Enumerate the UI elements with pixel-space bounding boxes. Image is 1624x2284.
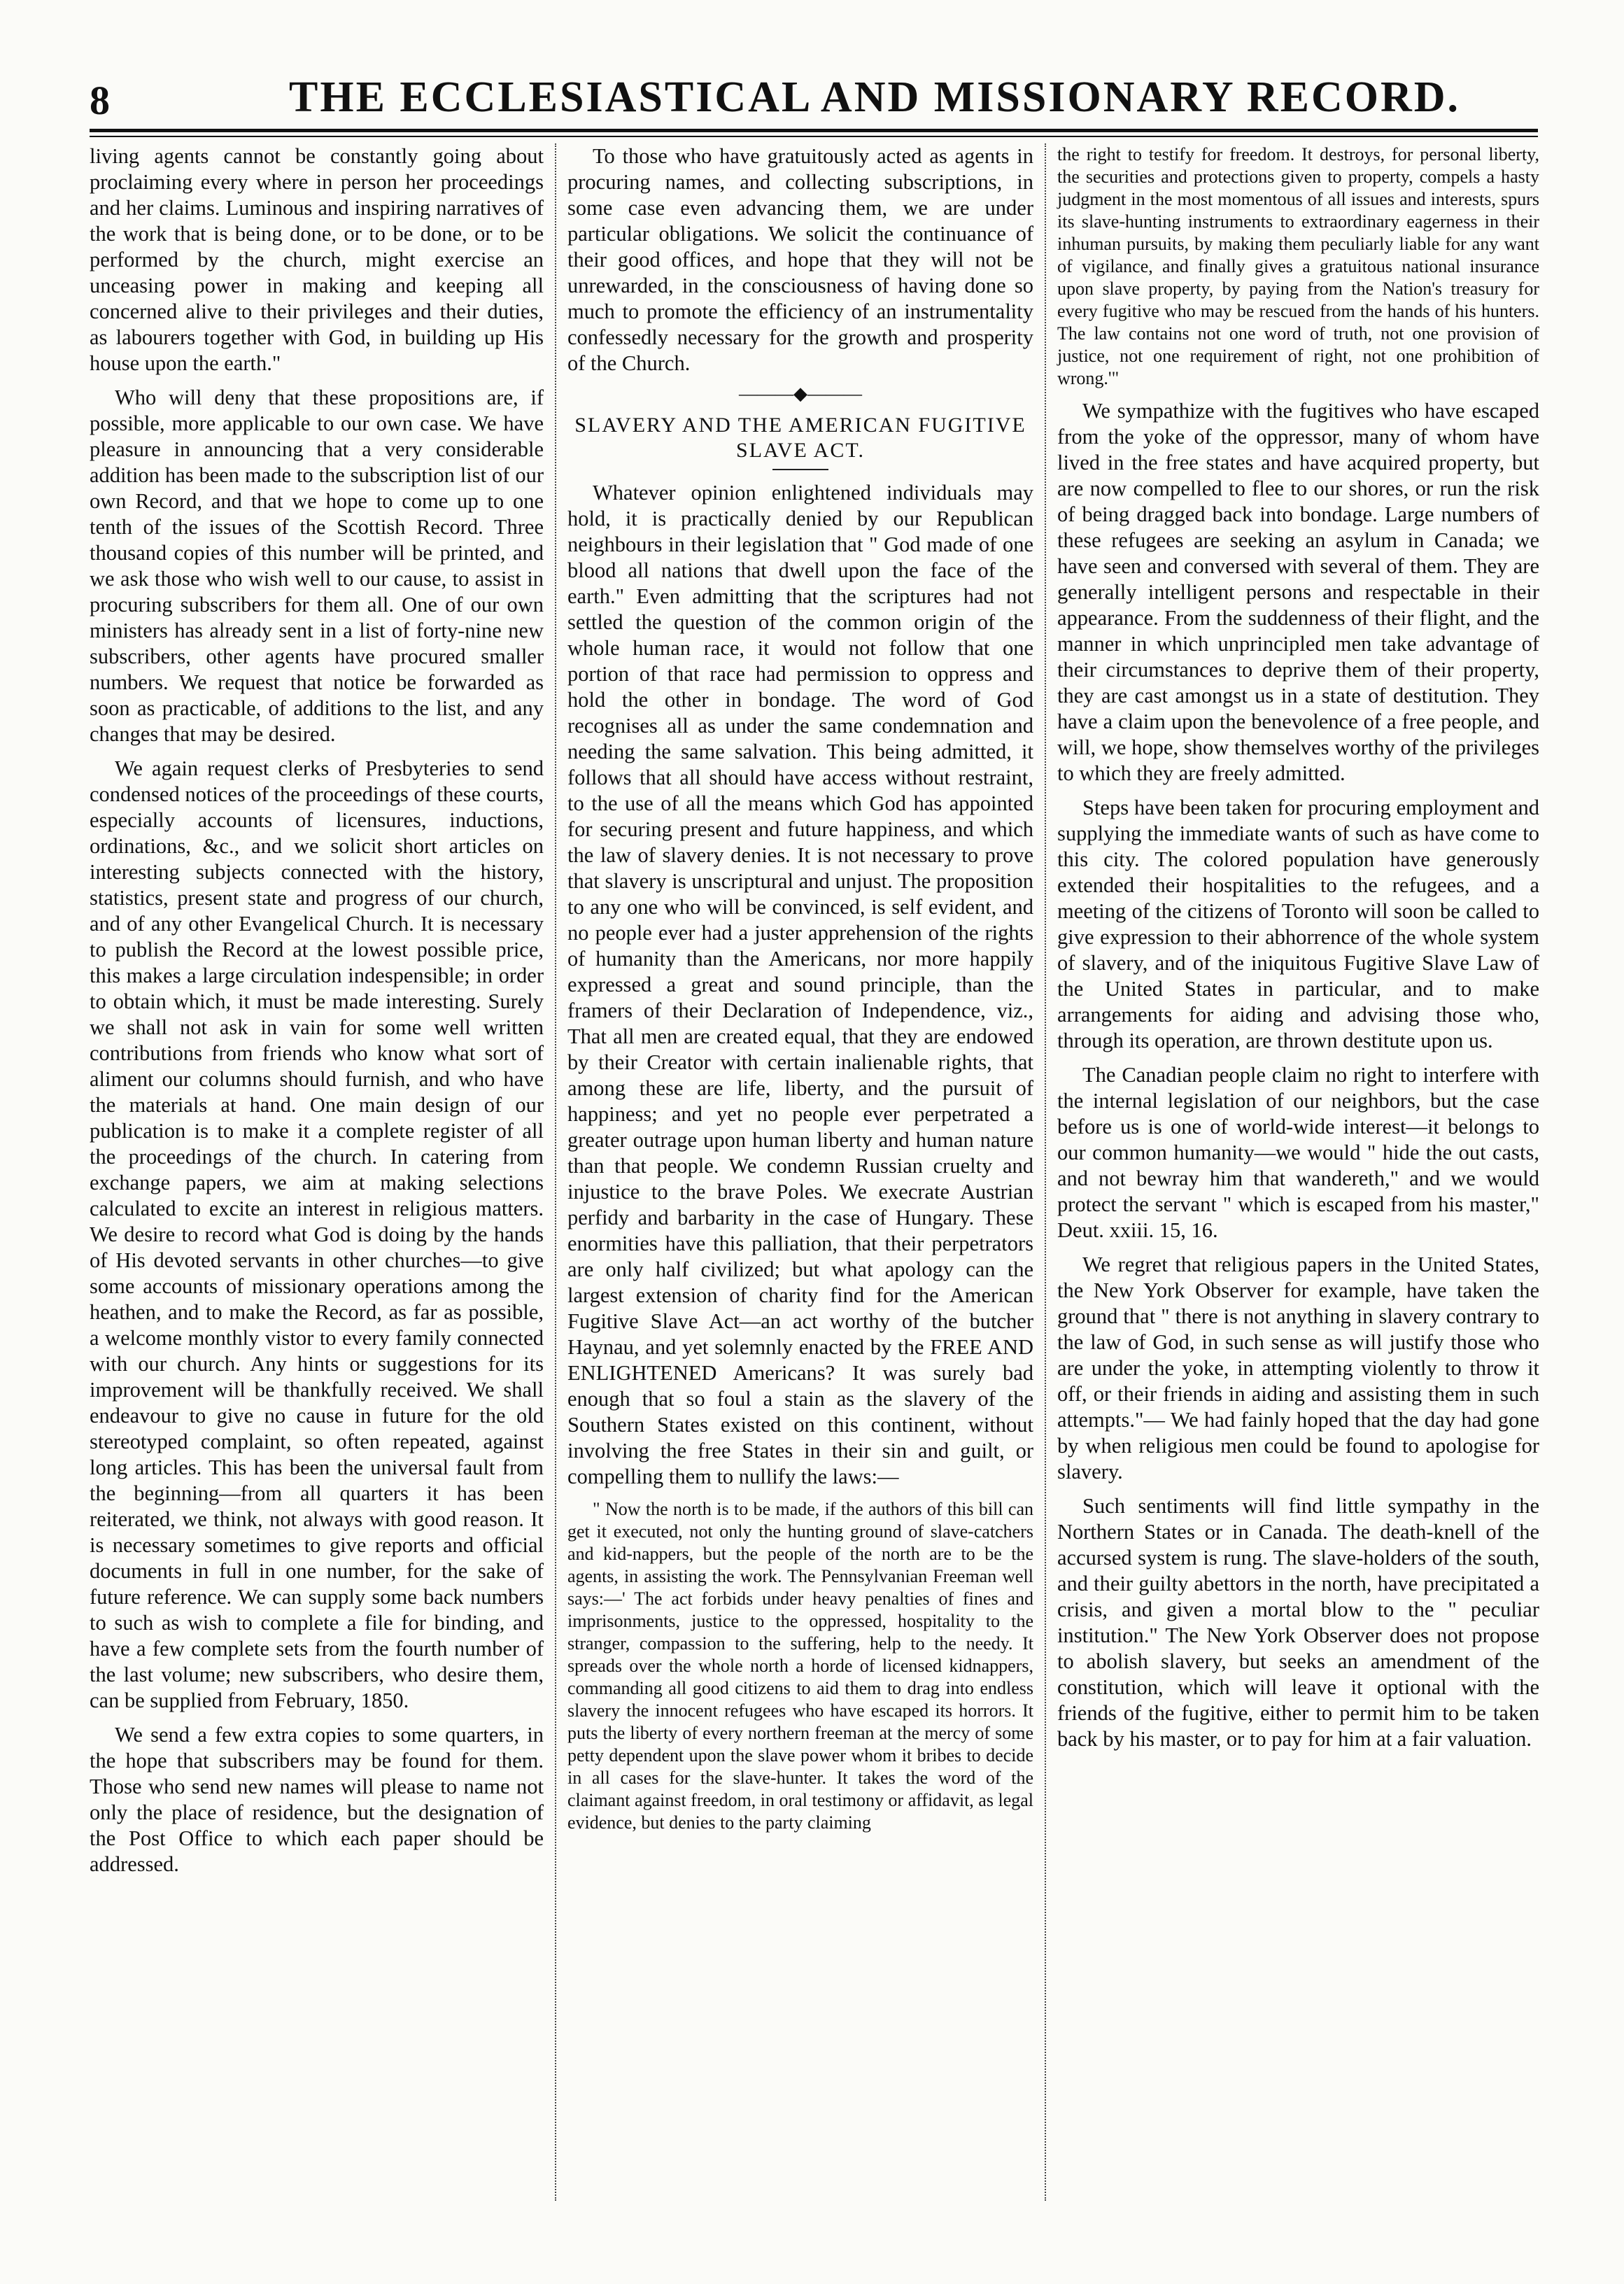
paragraph: To those who have gratuitously acted as agents in procuring names, and collecting subscriptions, in some case even advancing them, we are under particular obligations. We solicit the continuance of their good offices, and hope that they will not be unrewarded, in the consciousness of having done so much to promote the efficiency of an instrumentality confessedly necessary for the growth and prosperity of the Church.: [567, 144, 1033, 375]
block-quote: " Now the north is to be made, if the authors of this bill can get it executed, not only the hunting ground of slave-catchers and kid-nappers, but the people of the north are to be the agents, in assisting the work. The Pennsylvanian Freeman well says:—' The act forbids under heavy penalties of fines and imprisonments, justice to the oppressed, hospitality to the stranger, compassion to the suffering, help to the needy. It spreads over the whole north a horde of licensed kidnappers, commanding all good citizens to aid them to drag into endless slavery the innocent refugees who have escaped its horrors. It puts the liberty of every northern freeman at the mercy of some petty dependent upon the slave power whom it bribes to decide in all cases for the slave-hunter. It takes the word of the claimant against freedom, in oral testimony or affidavit, as legal evidence, but denies to the party claiming: [567, 1499, 1033, 1833]
column-left: [90, 143, 555, 2201]
paragraph: Such sentiments will find little sympathy in the Northern States or in Canada. The death-knell of the accursed system is rung. The slave-holders of the south, and their guilty abettors in the north, have precipitated a crisis, and given a mortal blow to the " peculiar institution." The New York Observer does not propose to abolish slavery, but seeks an amendment of the constitution, which will leave it optional with the friends of the fugitive, either to permit him to be taken back by his master, or to pay for him at a fair valuation.: [1057, 1494, 1539, 1751]
column-middle: [555, 143, 1045, 2201]
paragraph: We sympathize with the fugitives who have escaped from the yoke of the oppressor, many of whom have lived in the free states and have acquired property, but are now compelled to flee to our shores, or run the risk of being dragged back into bondage. Large numbers of these refugees are seeking an asylum in Canada; we have seen and conversed with several of them. They are generally intelligent persons and respectable in their appearance. From the suddenness of their flight, and the manner in which unprincipled men take advantage of their circumstances to deprive them of their property, they are cast amongst us in a state of destitution. They have a claim upon the benevolence of a free people, and will, we hope, show themselves worthy of the privileges to which they are freely admitted.: [1057, 399, 1539, 785]
header-rule: [90, 129, 1538, 137]
masthead-title: THE ECCLESIASTICAL AND MISSIONARY RECORD.: [288, 73, 1461, 121]
column-right: [1045, 143, 1539, 2201]
paragraph: Steps have been taken for procuring employment and supplying the immediate wants of such as have come to this city. The colored population have generously extended their hospitalities to the refugees, and a meeting of the citizens of Toronto will soon be called to give expression to their abhorrence of the whole system of slavery, and of the iniquitous Fugitive Slave Law of the United States in particular, and to make arrangements for aiding and advising those who, through its operation, are thrown destitute upon us.: [1057, 796, 1539, 1052]
block-quote-continued: the right to testify for freedom. It destroys, for personal liberty, the securities and protections given to property, compels a hasty judgment in the most momentous of all issues and interests, spurs its slave-hunting instruments to extraordinary eagerness in their inhuman pursuits, by making them peculiarly liable for any want of vigilance, and finally gives a gratuitous national insurance upon slave property, by paying from the Nation's treasury for every fugitive who may be rescued from the hands of his hunters. The law contains not one word of truth, not one provision of justice, not one requirement of right, not one prohibition of wrong.'": [1057, 144, 1539, 388]
section-ornament: ———◆———: [739, 383, 862, 404]
paragraph: Whatever opinion enlightened individuals may hold, it is practically denied by our Republican neighbours in their legislation that " God made of one blood all nations that dwell upon the face of the earth." Even admitting that the scriptures had not settled the question of the common origin of the whole human race, it would not follow that one portion of that race had permission to oppress and hold the other in bondage. The word of God recognises all as under the same condemnation and needing the same salvation. This being admitted, it follows that all should have access without restraint, to the use of all the means which God has appointed for securing present and future happiness, and which the law of slavery denies. It is not necessary to prove that slavery is unscriptural and unjust. The proposition to any one who will be convinced, is self evident, and no people ever had a juster apprehension of the rights of humanity than the Americans, nor more happily expressed a great and sound principle, than the framers of their Declaration of Independence, viz., That all men are created equal, that they are endowed by their Creator with certain inalienable rights, that among these are life, liberty, and the pursuit of happiness; and yet no people ever perpetrated a greater outrage upon human liberty and human nature than that people. We condemn Russian cruelty and injustice to the brave Poles. We execrate Austrian perfidy and barbarity in the case of Hungary. These enormities have this palliation, that their perpetrators are only half civilized; but what apology can the largest extension of charity find for the American Fugitive Slave Act—an act worthy of the butcher Haynau, and yet solemnly enacted by the FREE AND ENLIGHTENED Americans? It was surely bad enough that so foul a stain as the slavery of the Southern States existed on this continent, without involving the free States in their sin and guilt, or compelling them to nullify the laws:—: [567, 481, 1033, 1488]
paragraph: living agents cannot be constantly going about proclaiming every where in person her proceedings and her claims. Luminous and inspiring narratives of the work that is being done, or to be done, or to be performed by the church, might exercise an unceasing power in making and keeping all concerned alive to their privileges and their duties, as labourers together with God, in building up His house upon the earth.": [90, 144, 544, 375]
page-number: 8: [90, 78, 110, 123]
paragraph: We send a few extra copies to some quarters, in the hope that subscribers may be found for them. Those who send new names will please to name not only the place of residence, but the designation of the Post Office to which each paper should be addressed.: [90, 1723, 544, 1876]
paragraph: We regret that religious papers in the United States, the New York Observer for example, have taken the ground that " there is not anything in slavery contrary to the law of God, in such sense as will justify those who are under the yoke, in attempting violently to throw it off, or their friends in aiding and assisting them in such attempts."— We had fainly hoped that the day had gone by when religious men could be found to apologise for slavery.: [1057, 1253, 1539, 1483]
paragraph: Who will deny that these propositions are, if possible, more applicable to our own case. We have pleasure in announcing that a very considerable addition has been made to the subscription list of our own Record, and that we hope to come up to one tenth of the issues of the Scottish Record. Three thousand copies of this number will be printed, and we ask those who wish well to our cause, to assist in procuring subscribers for them all. One of our own ministers has already sent in a list of forty-nine new subscribers, other agents have procured smaller numbers. We request that notice be forwarded as soon as practicable, of additions to the list, and any changes that may be desired.: [90, 386, 544, 746]
title-rule: [772, 469, 828, 470]
section-title: SLAVERY AND THE AMERICAN FUGITIVE SLAVE ACT.: [574, 414, 1026, 462]
paragraph: The Canadian people claim no right to interfere with the internal legislation of our neighbors, but the case before us is one of world-wide interest—it belongs to our common humanity—we would " hide the out casts, and not bewray him that wandereth," and we would protect the servant " which is escaped from his master," Deut. xxiii. 15, 16.: [1057, 1063, 1539, 1242]
paragraph: We again request clerks of Presbyteries to send condensed notices of the proceedings of these courts, especially accounts of licensures, inductions, ordinations, &c., and we solicit short articles on interesting subjects connected with the history, statistics, present state and progress of our church, and of any other Evangelical Church. It is necessary to publish the Record at the lowest possible price, this makes a large circulation indespensible; in order to obtain which, it must be made interesting. Surely we shall not ask in vain for some well written contributions from friends who know what sort of aliment our columns should furnish, and who have the materials at hand. One main design of our publication is to make it a complete register of all the proceedings of the church. In catering from exchange papers, we aim at making selections calculated to excite an interest in religious matters. We desire to record what God is doing by the hands of His devoted servants in other churches—to give some accounts of missionary operations among the heathen, and to make the Record, as far as possible, a welcome monthly vistor to every family connected with our church. Any hints or suggestions for its improvement will be thankfully received. We shall endeavour to give no cause in future for the old stereotyped complaint, so often repeated, against long articles. This has been the universal fault from the beginning—from all quarters it has been reiterated, we think, not always with good reason. It is necessary sometimes to give reports and official documents in full in one number, for the sake of future reference. We can supply some back numbers to such as wish to complete a file for binding, and have a few complete sets from the fourth number of the last volume; new subscribers, who desire them, can be supplied from February, 1850.: [90, 756, 544, 1712]
article-columns: [90, 143, 1539, 2201]
